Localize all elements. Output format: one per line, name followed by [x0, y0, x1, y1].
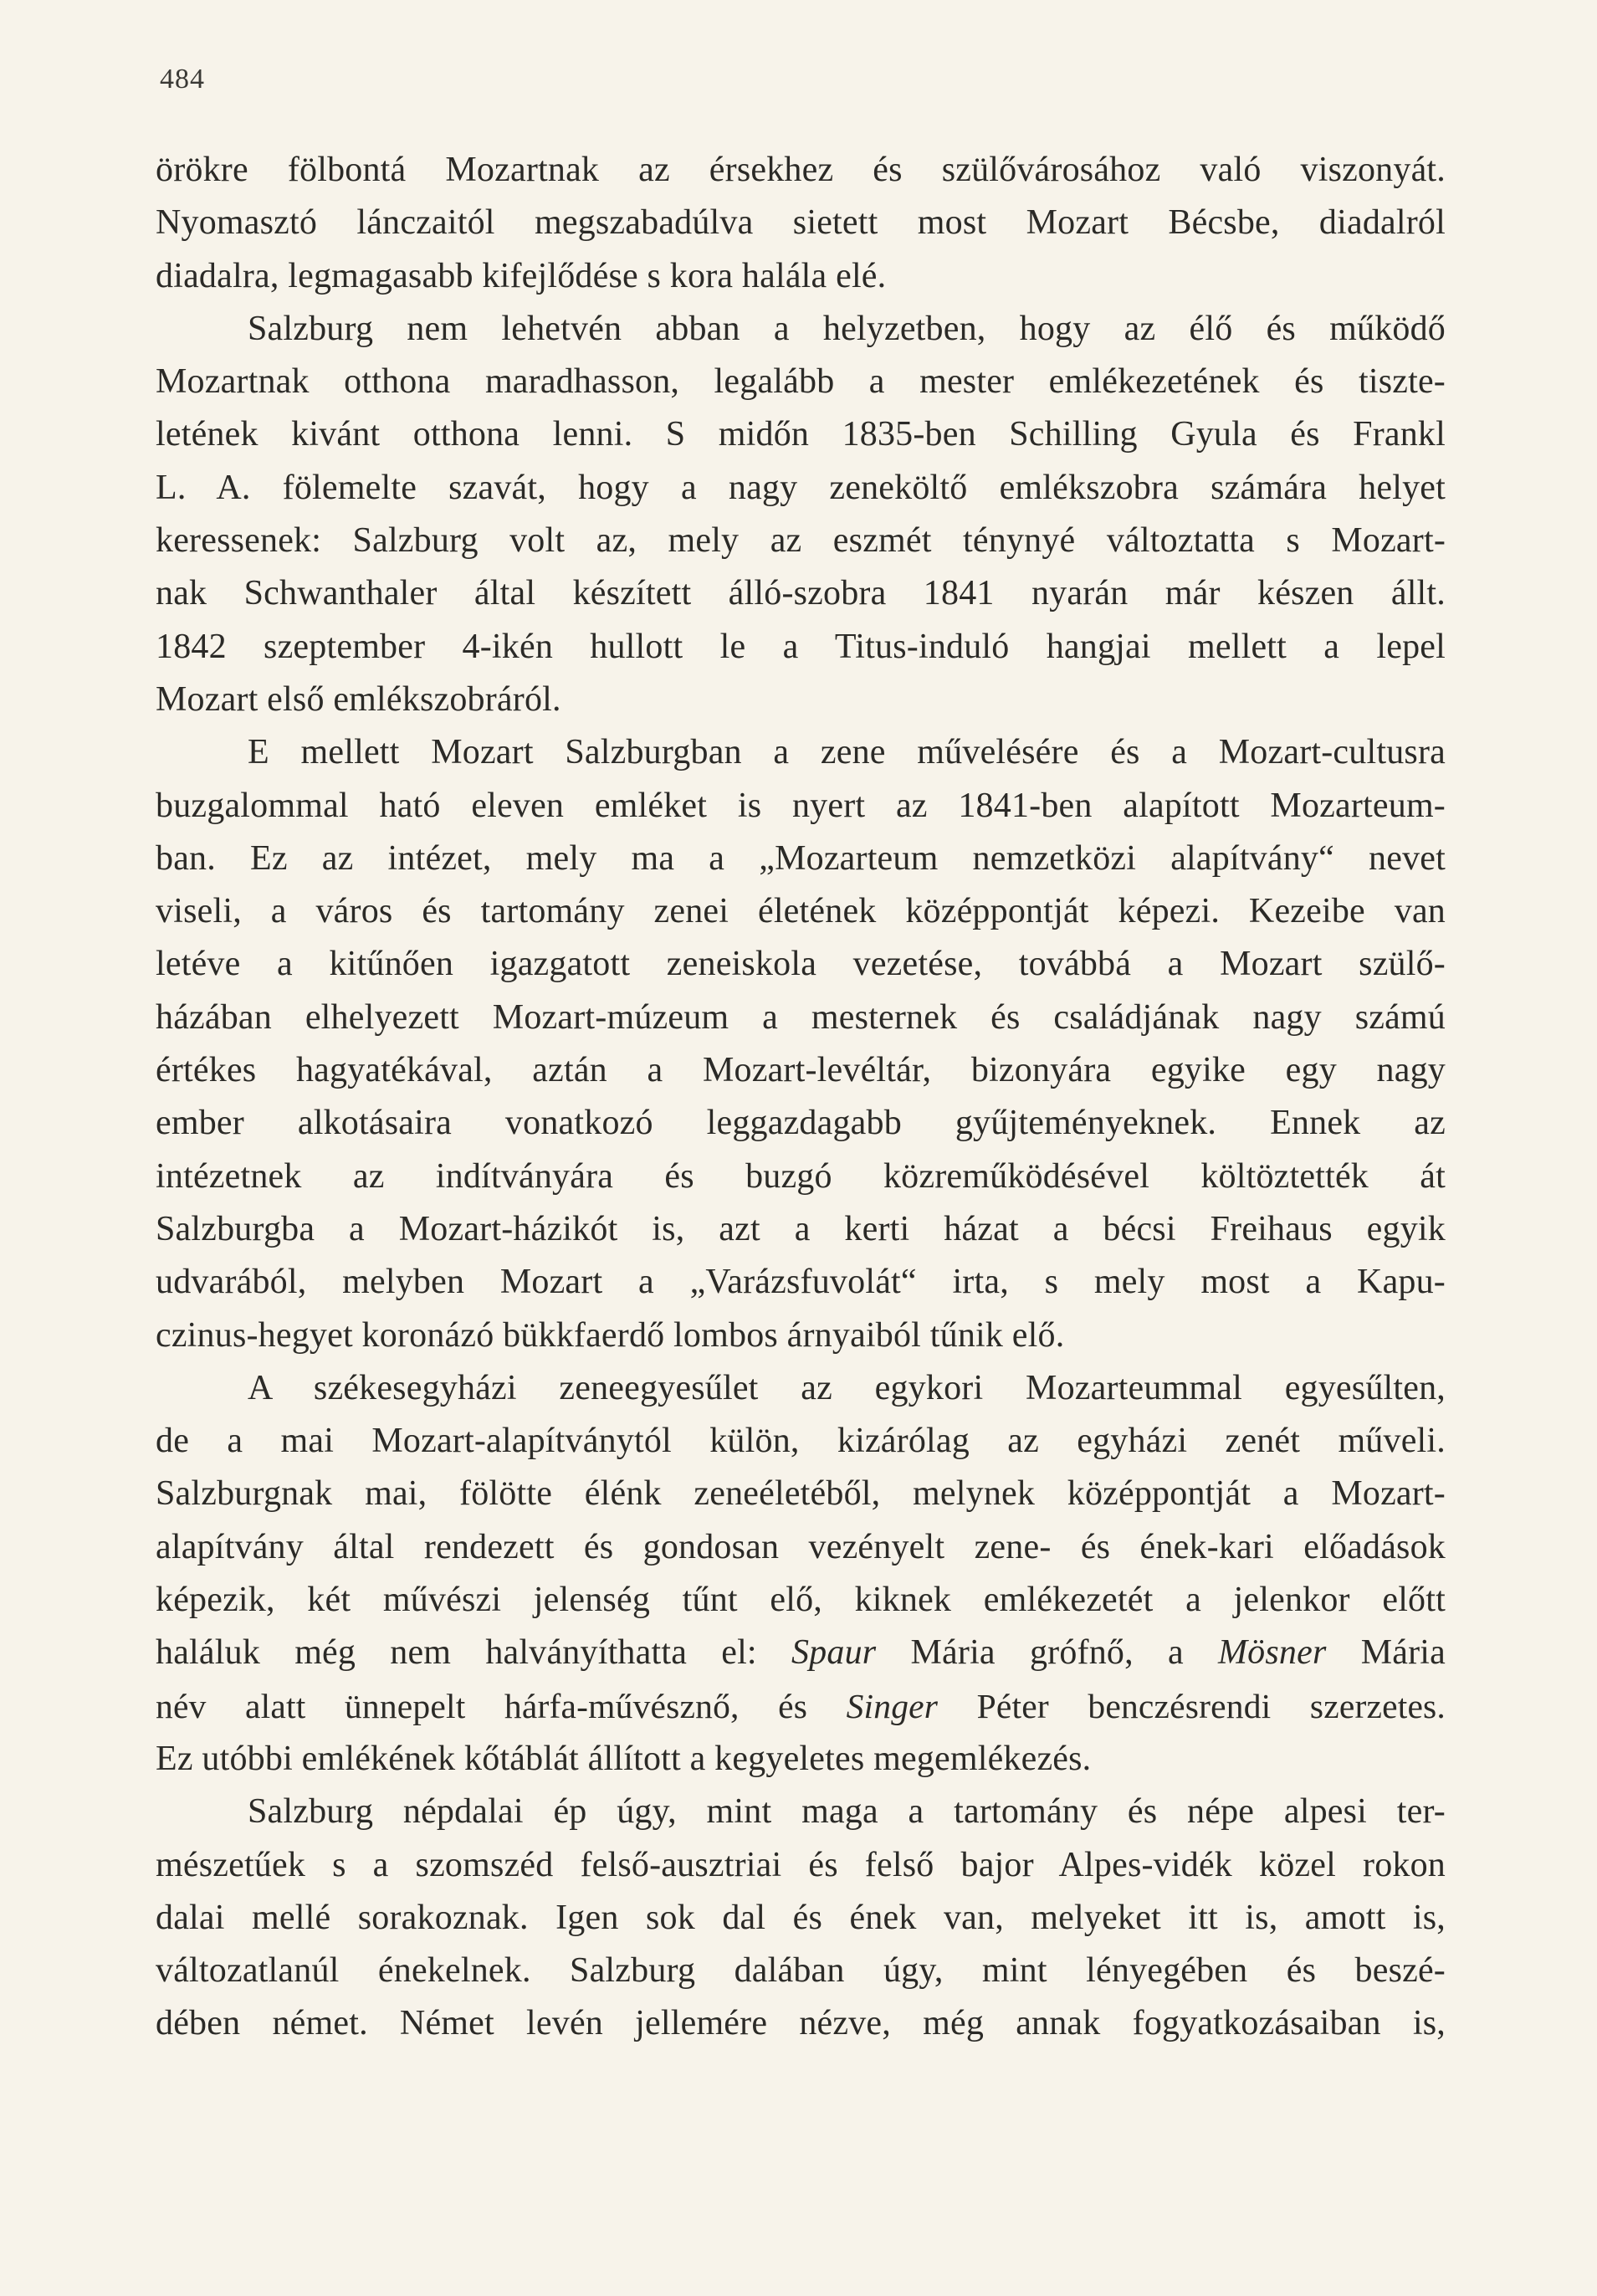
- text-segment: intézetnek az indítványára és buzgó közreműködésével költöztették át: [156, 1156, 1446, 1196]
- text-line: [156, 1151, 1446, 1203]
- text-segment: haláluk még nem halványíthatta el:: [156, 1633, 791, 1673]
- text-line: [156, 1309, 1446, 1362]
- text-line: [156, 1521, 1446, 1574]
- text-segment: Salzburgnak mai, fölötte élénk zeneéletéből, melynek középpontját a Mozart-: [156, 1474, 1446, 1514]
- text-segment: nak Schwanthaler által készített álló-szobra 1841 nyarán már készen állt.: [156, 574, 1446, 613]
- text-segment: L. A. fölemelte szavát, hogy a nagy zeneköltő emlékszobra számára helyet: [156, 468, 1446, 507]
- text-line: [156, 780, 1446, 833]
- italic-name: Spaur: [791, 1633, 877, 1673]
- text-segment: ban. Ez az intézet, mely ma a „Mozarteum nemzetközi alapítvány“ nevet: [156, 838, 1446, 878]
- text-line: [156, 356, 1446, 408]
- text-line: [156, 1839, 1446, 1892]
- text-segment: E mellett Mozart Salzburgban a zene művelésére és a Mozart-cultusra: [248, 733, 1446, 772]
- text-line: [156, 1892, 1446, 1945]
- text-line: [156, 833, 1446, 885]
- text-line: [156, 1786, 1446, 1838]
- text-segment: Salzburgba a Mozart-házikót is, azt a kerti házat a bécsi Freihaus egyik: [156, 1209, 1446, 1248]
- text-segment: Salzburg nem lehetvén abban a helyzetben, hogy az élő és működő: [248, 309, 1446, 348]
- text-line: [156, 1044, 1446, 1097]
- text-segment: változatlanúl énekelnek. Salzburg dalában úgy, mint lényegében és beszé-: [156, 1951, 1446, 1991]
- text-segment: alapítvány által rendezett és gondosan vezényelt zene- és ének-kari előadások: [156, 1527, 1446, 1566]
- text-segment: Salzburg népdalai ép úgy, mint maga a tartomány és népe alpesi ter-: [248, 1792, 1446, 1832]
- text-segment: dalai mellé sorakoznak. Igen sok dal és ének van, melyeket itt is, amott is,: [156, 1898, 1446, 1937]
- text-line: [156, 303, 1446, 356]
- text-segment: értékes hagyatékával, aztán a Mozart-levéltár, bizonyára egyike egy nagy: [156, 1051, 1446, 1090]
- body-text: [156, 144, 1446, 2051]
- text-line: [156, 726, 1446, 779]
- text-segment: ember alkotásaira vonatkozó leggazdagabb gyűjteményeknek. Ennek az: [156, 1104, 1446, 1143]
- text-segment: 1842 szeptember 4-ikén hullott le a Titus-induló hangjai mellett a lepel: [156, 627, 1446, 666]
- text-line: [156, 938, 1446, 991]
- text-line: [156, 1627, 1446, 1679]
- text-segment: Mozartnak otthona maradhasson, legalább a mester emlékezetének és tiszte-: [156, 362, 1446, 402]
- text-line: [156, 144, 1446, 197]
- text-line: [156, 1733, 1446, 1786]
- italic-name: Singer: [846, 1686, 939, 1725]
- text-segment: buzgalommal ható eleven emléket is nyert az 1841-ben alapított Mozarteum-: [156, 786, 1446, 825]
- text-segment: képezik, két művészi jelenség tűnt elő, kiknek emlékezetét a jelenkor előtt: [156, 1581, 1446, 1620]
- text-segment: Péter benczésrendi szerzetes.: [938, 1686, 1446, 1725]
- text-line: [156, 621, 1446, 674]
- text-line: [156, 992, 1446, 1044]
- text-line: [156, 1680, 1446, 1733]
- text-segment: dében német. Német levén jellemére nézve, még annak fogyatkozásaiban is,: [156, 2004, 1446, 2043]
- text-line: [156, 1997, 1446, 2050]
- text-segment: Ez utóbbi emlékének kőtáblát állított a kegyeletes megemlékezés.: [156, 1739, 1092, 1778]
- text-line: [156, 1574, 1446, 1627]
- text-line: [156, 250, 1446, 303]
- page-number: 484: [160, 64, 205, 95]
- text-line: [156, 197, 1446, 249]
- text-segment: udvarából, melyben Mozart a „Varázsfuvolát“ irta, s mely most a Kapu-: [156, 1263, 1446, 1302]
- text-line: [156, 885, 1446, 938]
- text-segment: Mozart első emlékszobráról.: [156, 679, 561, 719]
- text-segment: A székesegyházi zeneegyesűlet az egykori Mozarteummal egyesűlten,: [248, 1368, 1446, 1407]
- text-segment: diadalra, legmagasabb kifejlődése s kora halála elé.: [156, 256, 887, 295]
- text-segment: viseli, a város és tartomány zenei életének középpontját képezi. Kezeibe van: [156, 892, 1446, 931]
- text-segment: keressenek: Salzburg volt az, mely az eszmét ténynyé változtatta s Mozart-: [156, 521, 1446, 561]
- text-line: [156, 1256, 1446, 1309]
- text-line: [156, 1945, 1446, 1997]
- text-segment: czinus-hegyet koronázó bükkfaerdő lombos árnyaiból tűnik elő.: [156, 1315, 1065, 1355]
- text-segment: örökre fölbontá Mozartnak az érsekhez és szülővárosához való viszonyát.: [156, 151, 1446, 189]
- text-segment: letének kivánt otthona lenni. S midőn 1835-ben Schilling Gyula és Frankl: [156, 415, 1446, 454]
- text-line: [156, 515, 1446, 567]
- text-line: [156, 1203, 1446, 1256]
- text-segment: de a mai Mozart-alapítványtól külön, kizárólag az egyházi zenét műveli.: [156, 1422, 1446, 1461]
- text-segment: Nyomasztó lánczaitól megszabadúlva sietett most Mozart Bécsbe, diadalról: [156, 203, 1446, 243]
- text-line: [156, 1468, 1446, 1520]
- text-line: [156, 1415, 1446, 1468]
- text-segment: mészetűek s a szomszéd felső-ausztriai és felső bajor Alpes-vidék közel rokon: [156, 1845, 1446, 1884]
- text-line: [156, 567, 1446, 620]
- text-segment: házában elhelyezett Mozart-múzeum a mesternek és családjának nagy számú: [156, 997, 1446, 1037]
- text-line: [156, 674, 1446, 726]
- text-segment: Mária: [1326, 1633, 1446, 1673]
- italic-name: Mösner: [1218, 1633, 1327, 1673]
- text-line: [156, 1362, 1446, 1415]
- text-line: [156, 462, 1446, 515]
- text-line: [156, 408, 1446, 461]
- text-segment: név alatt ünnepelt hárfa-művésznő, és: [156, 1686, 847, 1725]
- text-line: [156, 1097, 1446, 1150]
- text-segment: Mária grófnő, a: [876, 1633, 1218, 1673]
- text-segment: letéve a kitűnően igazgatott zeneiskola vezetése, továbbá a Mozart szülő-: [156, 945, 1446, 984]
